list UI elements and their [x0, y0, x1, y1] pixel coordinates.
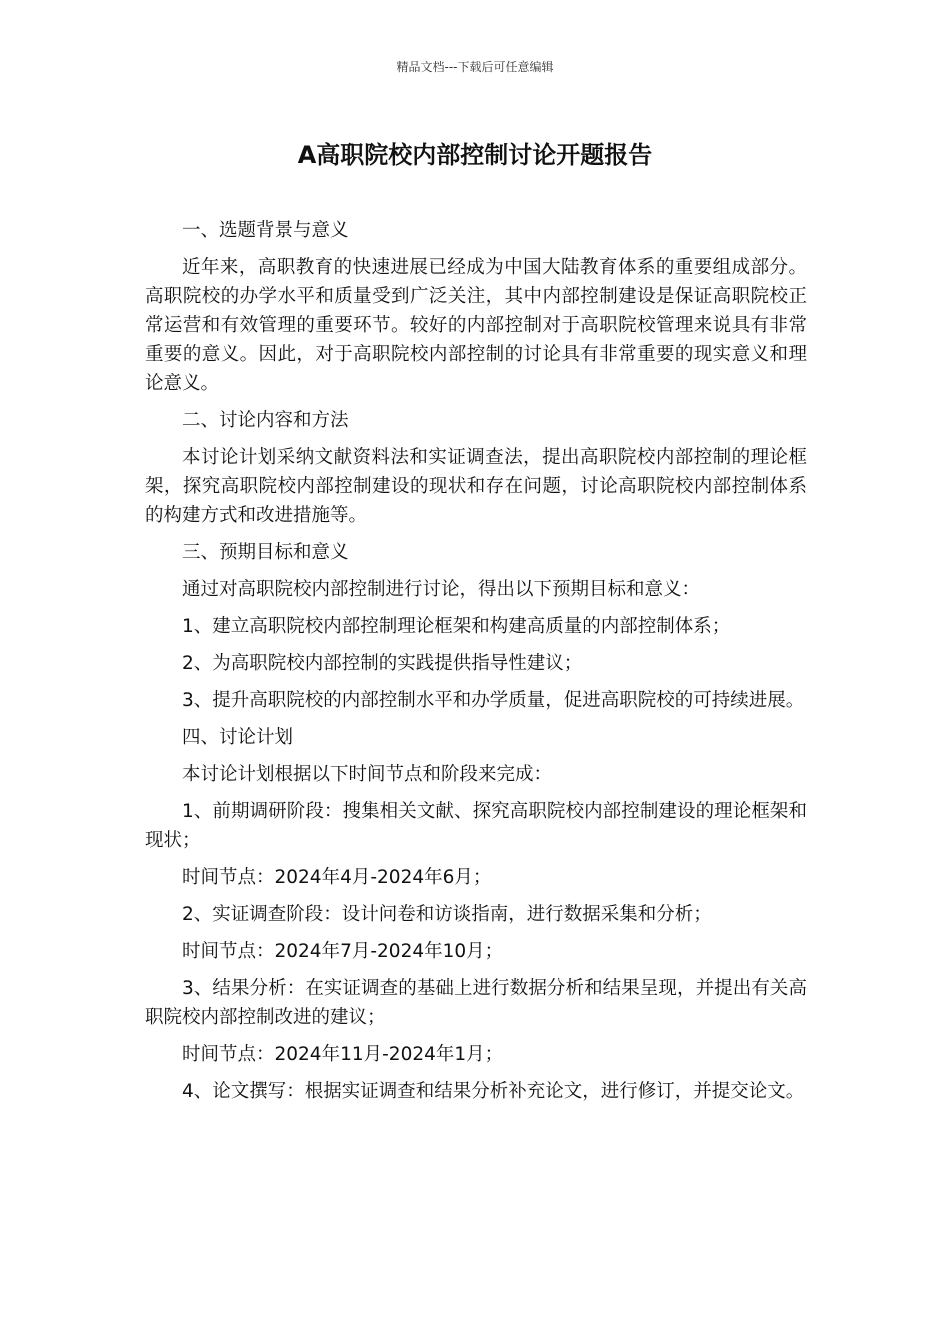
plan-stage-4: 4、论文撰写：根据实证调查和结果分析补充论文，进行修订，并提交论文。	[182, 1081, 805, 1102]
paragraph-content-method: 本讨论计划采纳文献资料法和实证调查法，提出高职院校内部控制的理论框架，探究高职院校内部控制建设的现状和存在问题，讨论高职院校内部控制体系的构建方式和改进措施等。	[145, 447, 807, 526]
goal-item-1: 1、建立高职院校内部控制理论框架和构建高质量的内部控制体系；	[182, 616, 731, 637]
plan-stage-2: 2、实证调查阶段：设计问卷和访谈指南，进行数据采集和分析；	[182, 904, 712, 925]
section-heading-goals: 三、预期目标和意义	[182, 542, 349, 563]
section-heading-content-method: 二、讨论内容和方法	[182, 410, 349, 431]
document-body	[145, 216, 807, 1114]
section-heading-background: 一、选题背景与意义	[182, 220, 349, 241]
plan-stage-2-timeline: 时间节点：2024年7月-2024年10月；	[182, 941, 504, 962]
plan-stage-3-timeline: 时间节点：2024年11月-2024年1月；	[182, 1044, 504, 1065]
header-note: 精品文档---下载后可任意编辑	[396, 60, 554, 74]
paragraph-plan-intro: 本讨论计划根据以下时间节点和阶段来完成：	[182, 764, 553, 785]
goal-item-3: 3、提升高职院校的内部控制水平和办学质量，促进高职院校的可持续进展。	[182, 690, 805, 711]
paragraph-background: 近年来，高职教育的快速进展已经成为中国大陆教育体系的重要组成部分。高职院校的办学水平和质量受到广泛关注，其中内部控制建设是保证高职院校正常运营和有效管理的重要环节。较好的内部控制对于高职院校管理来说具有非常重要的意义。因此，对于高职院校内部控制的讨论具有非常重要的现实意义和理论意义。	[145, 257, 807, 394]
goal-item-2: 2、为高职院校内部控制的实践提供指导性建议；	[182, 653, 583, 674]
plan-stage-1-timeline: 时间节点：2024年4月-2024年6月；	[182, 867, 492, 888]
plan-stage-3: 3、结果分析：在实证调查的基础上进行数据分析和结果呈现，并提出有关高职院校内部控制改进的建议；	[145, 978, 807, 1028]
paragraph-goals-intro: 通过对高职院校内部控制进行讨论，得出以下预期目标和意义：	[182, 579, 701, 600]
plan-stage-1: 1、前期调研阶段：搜集相关文献、探究高职院校内部控制建设的理论框架和现状；	[145, 801, 807, 851]
section-heading-plan: 四、讨论计划	[182, 727, 294, 748]
document-title: A高职院校内部控制讨论开题报告	[297, 141, 653, 169]
